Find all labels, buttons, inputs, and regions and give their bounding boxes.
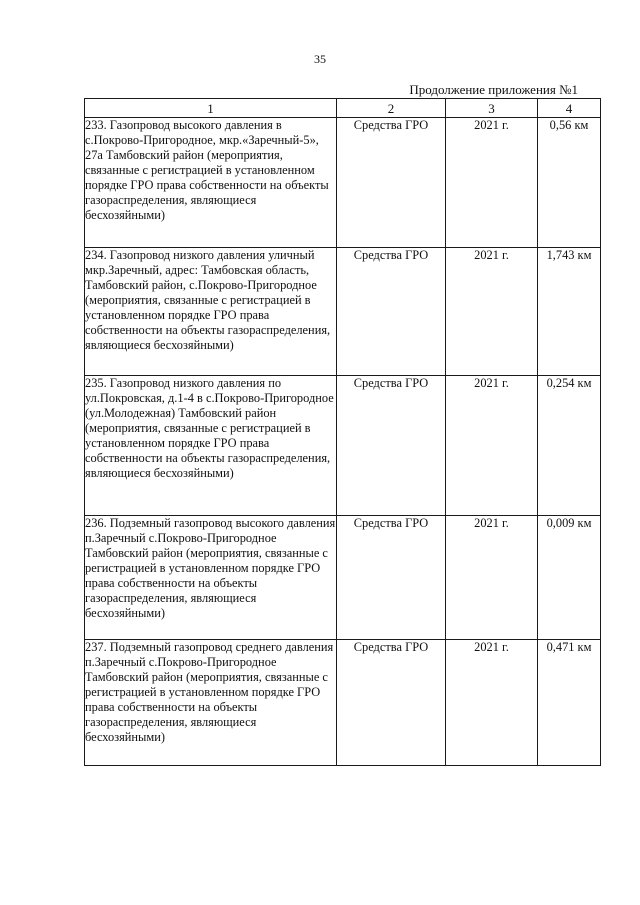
year: 2021 г.: [446, 640, 538, 766]
object-description: 237. Подземный газопровод среднего давления п.Заречный с.Покрово-Пригородное Тамбовский район (мероприятия, связанные с регистрацией в установленном порядке ГРО права собственности на объекты газораспределения, являющиеся бесхозяйными): [85, 640, 337, 766]
object-description: 233. Газопровод высокого давления в с.Покрово-Пригородное, мкр.«Заречный-5», 27а Тамбовский район (мероприятия, связанные с регистрацией в установленном порядке ГРО права собственности на объекты газораспределения, являющиеся бесхозяйными): [85, 118, 337, 248]
object-description: 236. Подземный газопровод высокого давления п.Заречный с.Покрово-Пригородное Тамбовский район (мероприятия, связанные с регистрацией в установленном порядке ГРО права собственности на объекты газораспределения, являющиеся бесхозяйными): [85, 516, 337, 640]
appendix-continuation-title: Продолжение приложения №1: [409, 82, 578, 97]
pipeline-length: 0,56 км: [538, 118, 601, 248]
column-header-3: 3: [446, 99, 538, 118]
year: 2021 г.: [446, 118, 538, 248]
table-row: [85, 118, 601, 248]
table-row: [85, 248, 601, 376]
funding-source: Средства ГРО: [337, 118, 446, 248]
column-header-1: 1: [85, 99, 337, 118]
year: 2021 г.: [446, 516, 538, 640]
pipeline-length: 0,009 км: [538, 516, 601, 640]
funding-source: Средства ГРО: [337, 640, 446, 766]
column-header-2: 2: [337, 99, 446, 118]
funding-source: Средства ГРО: [337, 516, 446, 640]
pipeline-length: 0,471 км: [538, 640, 601, 766]
table-row: [85, 376, 601, 516]
funding-source: Средства ГРО: [337, 248, 446, 376]
pipeline-length: 1,743 км: [538, 248, 601, 376]
table-header-row: [85, 99, 601, 118]
funding-source: Средства ГРО: [337, 376, 446, 516]
year: 2021 г.: [446, 376, 538, 516]
page-number: 35: [314, 52, 326, 66]
table-row: [85, 516, 601, 640]
object-description: 234. Газопровод низкого давления уличный мкр.Заречный, адрес: Тамбовская область, Тамбовский район, с.Покрово-Пригородное (мероприятия, связанные с регистрацией в установленном порядке ГРО права собственности на объекты газораспределения, являющиеся бесхозяйными): [85, 248, 337, 376]
object-description: 235. Газопровод низкого давления по ул.Покровская, д.1-4 в с.Покрово-Пригородное (ул.Молодежная) Тамбовский район (мероприятия, связанные с регистрацией в установленном порядке ГРО права собственности на объекты газораспределения, являющиеся бесхозяйными): [85, 376, 337, 516]
appendix-table: [84, 98, 601, 766]
pipeline-length: 0,254 км: [538, 376, 601, 516]
table-row: [85, 640, 601, 766]
column-header-4: 4: [538, 99, 601, 118]
year: 2021 г.: [446, 248, 538, 376]
